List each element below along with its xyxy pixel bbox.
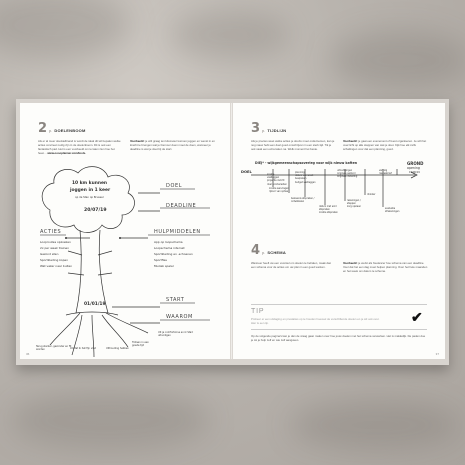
section-heading-4 <box>251 243 286 258</box>
leaf-shadow <box>330 30 465 90</box>
leaf-shadow <box>290 400 460 450</box>
hulpmiddelen-list <box>154 239 214 269</box>
timeline-top-group <box>379 169 401 175</box>
hulpmiddelen-item: Sportfles <box>154 258 167 262</box>
timeline-task: locatie afspraken <box>319 211 338 215</box>
goal-line-3: op de Stan op Brussel <box>75 196 104 199</box>
timeline-end-label-1: GROND <box>407 161 424 166</box>
example-label: Voorbeeld: <box>130 139 145 143</box>
page-number-right: 37 <box>435 352 439 356</box>
intro-text: Als er al meer doelstellinand is wordt de ideal dit wil bepalen welke acties concreet nodig zijn in de doelenboom. Dit is ook een fantastisch pad. Het is een voorbeeld om te laten zien hoe het heen... <box>38 139 121 155</box>
schema-intro-column-2 <box>343 261 429 273</box>
acties-item: Gezond eten <box>40 252 59 256</box>
intro-column-2 <box>130 139 216 151</box>
goal-line-1: 10 km kunnen <box>72 181 108 186</box>
hulpmiddelen-item: Sportkleding en -schoenen <box>154 252 193 256</box>
label-doel: DOEL <box>166 183 183 189</box>
timeline-top-group <box>267 173 287 186</box>
schema-intro-column-1: Wanneer heeft uw een voorstel om doelen te behalen, maak dan een schema voor de acties om uw plan in een goed werken. <box>251 261 332 269</box>
example-label: Voorbeeld: <box>343 261 358 265</box>
timeline-bottom-group <box>291 197 315 203</box>
section-dot: p. <box>262 250 266 255</box>
timeline-task: rijkoor van opties <box>269 190 288 194</box>
label-acties: ACTIES <box>40 229 62 235</box>
timeline-task: locatie vastleggen <box>267 173 280 180</box>
right-page <box>233 103 445 359</box>
section-number: 3 <box>251 121 261 136</box>
timeline-task: belevenis afspraken / ontwikkelen <box>291 197 315 204</box>
timeline-task: originele aanbod <box>337 172 356 176</box>
section-title: TIJDLIJN <box>267 128 287 133</box>
root-reason: Omdat ik het fijn vind <box>70 347 96 350</box>
leaf-shadow <box>170 10 290 60</box>
timeline-task: datum van week bespreken <box>295 174 314 181</box>
root-reason: Uithouding hebben <box>106 347 129 350</box>
section-dot: p. <box>49 128 53 133</box>
section-number: 4 <box>251 243 261 258</box>
hulpmiddelen-item: Muziek speler <box>154 264 174 268</box>
timeline-task: budget vastleggen <box>295 180 316 184</box>
label-hulpmiddelen: HULPMIDDELEN <box>154 229 201 235</box>
tip-divider-top <box>251 304 427 305</box>
timeline-task: drukker <box>367 193 376 196</box>
tip-divider-bottom <box>251 329 427 330</box>
timeline-task: planning <box>295 171 305 174</box>
tip-label: TIP <box>251 308 265 315</box>
timeline-task: nieuwsbrief <box>379 172 392 176</box>
timeline-bottom-group <box>385 207 407 213</box>
root-reason: Uit je comfortzone en ik Stad uitnodigen <box>158 331 193 337</box>
timeline-bottom-group <box>367 193 385 196</box>
intro-column-1 <box>38 139 122 155</box>
timeline-title: DIEJ* - wijkgemeenschapsoverleg voor wijk nieuw kaften <box>255 161 358 165</box>
tip-text: Probeer er een uitdaging en prestaties op te houden hoeveel de verschillende doelen en je wil ook over. Hier is een tip. <box>251 317 380 325</box>
timeline-task: afrekeningen <box>385 210 400 214</box>
timeline-bottom-group <box>269 187 291 193</box>
leaf-shadow <box>10 390 210 450</box>
timeline-bottom-group <box>319 205 343 215</box>
timeline-end-date: 15/06/19 <box>409 171 420 174</box>
section-title: SCHEMA <box>267 250 286 255</box>
timeline-task: projectie inzicht <box>267 179 285 183</box>
timeline-task: originele inkleding <box>337 175 358 179</box>
timeline-task: vervolg <box>379 169 388 172</box>
timeline-end-label-2: opening <box>407 166 420 170</box>
checkmark-icon: ✔ <box>411 309 423 325</box>
section-title: DOELENBOOM <box>54 128 86 133</box>
example-text: je wilt graag ten kilometer kunnen joggen en wenst in en kracht te brengen wat je hiervoor doen moet de doen, wanneer je deadline is wat je doet bij de start. <box>130 139 215 151</box>
label-waarom: WAAROM <box>166 314 193 320</box>
leaf-shadow <box>0 0 130 60</box>
root-reason: Trotsen in een goede tijd <box>132 341 149 347</box>
tool-link[interactable]: www.oosoplanner.com/tools. <box>47 151 86 155</box>
page-number-left: 36 <box>26 352 30 356</box>
section-heading-3 <box>251 121 286 136</box>
timeline-top-group <box>295 171 317 184</box>
left-page <box>20 103 232 359</box>
timeline-start-label: DOEL <box>241 170 252 174</box>
acties-item: Sportkleding kopen <box>40 258 69 262</box>
hulpmiddelen-item: Loopschema internet <box>154 246 185 250</box>
label-start: START <box>166 297 185 303</box>
timeline-intro-column-2 <box>343 139 429 151</box>
timeline-task: doel voorbereiden <box>267 182 287 186</box>
example-text: je werkt als freelancer hoe schema van een deadline. Voor dat het een dag moet helpen planning. Over het hele maanden en het week om datum te schema. <box>343 261 428 273</box>
acties-item: Wat vaker naar buiten <box>40 264 73 268</box>
hulpmiddelen-item: App op loopschema <box>154 240 183 244</box>
open-book <box>16 99 449 365</box>
timeline-task: uitnodigingen <box>337 169 353 172</box>
section-dot: p. <box>262 128 266 133</box>
example-text: je gaat een evenement of feest organiseren. Je wilt het overzicht op alle stappen van wat je doet. Kijk hoe elk zelfs schattingen voor dat een planning, goed. <box>343 139 427 151</box>
start-date: 01/01/19 <box>84 302 106 307</box>
deadline-date: 20/07/19 <box>84 208 107 213</box>
timeline-task: evaluatie <box>385 207 396 210</box>
root-reason: Terug sterker, gezonder en fit worden <box>36 345 72 351</box>
section-heading-2 <box>38 121 86 136</box>
timeline-task: datum met eind afspraken <box>319 205 337 212</box>
timeline-top-group <box>337 169 363 179</box>
timeline-task: rekeningen / stappen <box>347 199 361 206</box>
footer-text: Op de volgende pagina's kan je dan de vraag gaan maken over hoe jouw doelen met het schema verwerken. Het is makkelijk. De paden doe je tot je hulp zelf en wie zelf aangaven. <box>251 334 426 342</box>
acties-list <box>40 239 92 269</box>
goal-line-2: joggen in 1 keer <box>70 188 111 193</box>
timeline-task: locatie aanvragen <box>269 187 289 190</box>
acties-item: 2x per week trainen <box>40 246 70 250</box>
label-deadline: DEADLINE <box>166 203 197 209</box>
timeline-bottom-group <box>347 199 369 209</box>
example-label: Voorbeeld: <box>343 139 358 143</box>
timeline-task: zorg opslaan <box>347 205 361 209</box>
section-number: 2 <box>38 121 48 136</box>
acties-item: Looproutes opzoeken <box>40 240 71 244</box>
timeline-intro-column-1: Als je precies weet welke acties je doorlu moet ondernemen, kan je nog nauw hebt een doel goed omschrijven in een sterk tijd. Tik je ook vaak een extra taken na. Welk moment het beste. <box>251 139 335 151</box>
